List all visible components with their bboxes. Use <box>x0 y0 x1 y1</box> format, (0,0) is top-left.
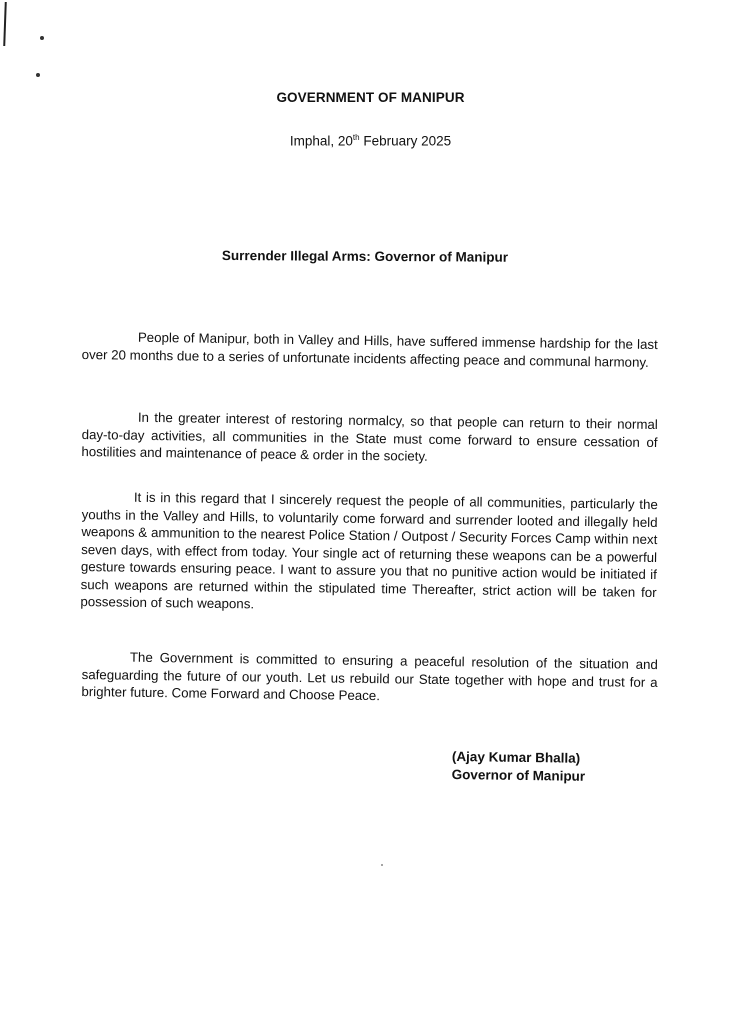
scan-margin-mark <box>3 2 7 46</box>
body-paragraph-1: People of Manipur, both in Valley and Hills, have suffered immense hardship for the last over 20 months due to a series of unfortunate incidents affecting peace and communal harmony. <box>81 329 658 370</box>
body-paragraph-2: In the greater interest of restoring normalcy, so that people can return to their normal day-to-day activities, all communities in the State must come forward to ensure cessation of hostilities and maintenance of peace & order in the society. <box>81 409 658 464</box>
dateline-place: Imphal, 20 <box>289 133 353 149</box>
scan-speck <box>36 73 40 77</box>
document-dateline <box>0 133 741 149</box>
scan-speck <box>381 864 383 866</box>
signatory-name: (Ajay Kumar Bhalla) <box>451 748 581 766</box>
dateline-rest: February 2025 <box>359 133 452 149</box>
dateline-ordinal-suffix: th <box>352 133 360 142</box>
body-paragraph-3: It is in this regard that I sincerely request the people of all communities, particularly the youths in the Valley and Hills, to voluntarily come forward and surrender looted and illegally held weapons & ammunition to the nearest Police Station / Outpost / Security Forces Camp within next seven days, with effect from today. Your single act of returning these weapons can be a powerful gesture towards ensuring peace. I want to assure you that no punitive action would be initiated if such weapons are returned within the stipulated time Thereafter, strict action will be taken for possession of such weapons. <box>80 489 658 612</box>
document-header-title: GOVERNMENT OF MANIPUR <box>276 90 465 105</box>
signature-block <box>451 748 585 786</box>
body-paragraph-4: The Government is committed to ensuring a peaceful resolution of the situation and safeguarding the future of our youth. Let us rebuild our State together with hope and trust for a brighter future. Come Forward and Choose Peace. <box>81 649 658 704</box>
signatory-designation: Governor of Manipur <box>451 766 586 784</box>
document-subject: Surrender Illegal Arms: Governor of Manipur <box>221 248 509 265</box>
scan-speck <box>40 36 44 40</box>
